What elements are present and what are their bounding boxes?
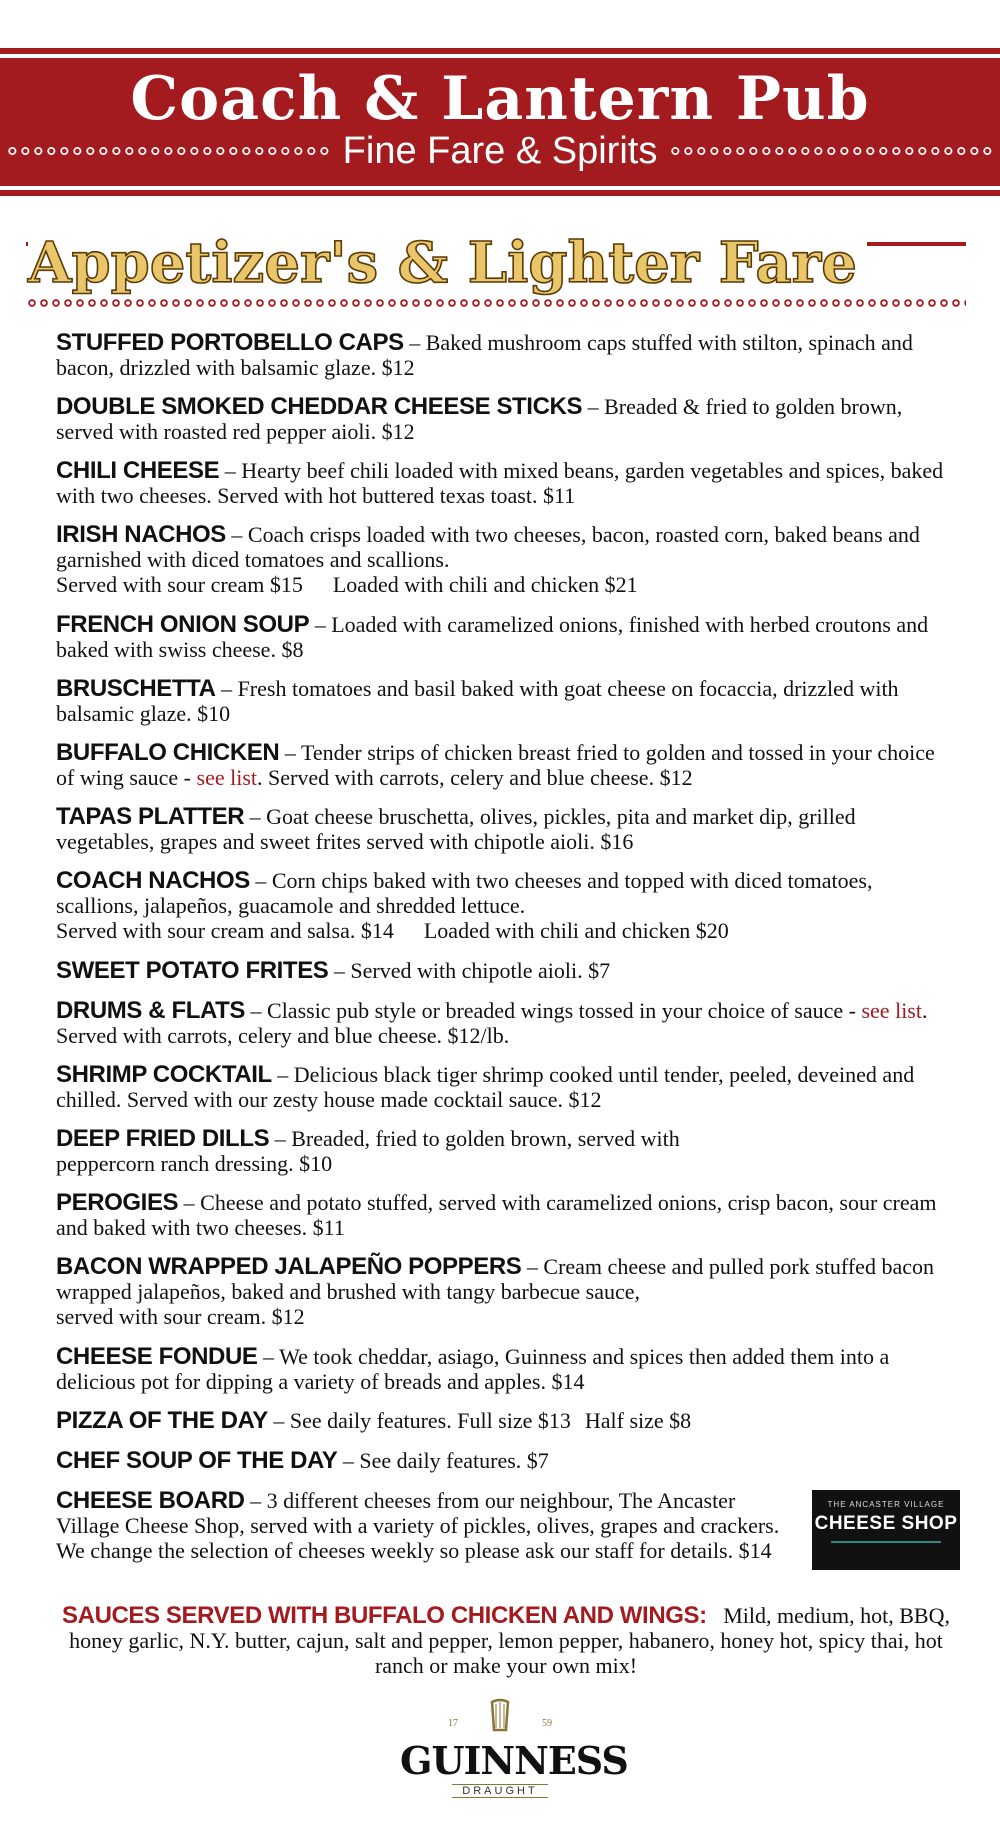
item-name: CHEESE FONDUE (56, 1343, 258, 1370)
guinness-year-left: 17 (448, 1718, 458, 1729)
item-description: Baked mushroom caps stuffed with stilton, spinach and bacon, drizzled with balsamic glaze. $12 (56, 330, 913, 380)
item-name: SHRIMP COCKTAIL (56, 1061, 272, 1088)
cheese-shop-logo-rule (831, 1541, 941, 1543)
menu-item: IRISH NACHOS – Coach crisps loaded with two cheeses, bacon, roasted corn, baked beans and garnished with diced tomatoes and scallions. Served with sour cream $15 Loaded with chili and chicken $21 (56, 521, 920, 597)
guinness-draught: DRAUGHT (452, 1784, 547, 1798)
item-name: DOUBLE SMOKED CHEDDAR CHEESE STICKS (56, 393, 583, 420)
menu-item: TAPAS PLATTER – Goat cheese bruschetta, olives, pickles, pita and market dip, grilled vegetables, grapes and sweet frites served with chipotle aioli. $16 (56, 803, 856, 854)
header-bottom-rule (0, 190, 1000, 196)
item-description: Delicious black tiger shrimp cooked until tender, peeled, deveined and chilled. Served with our zesty house made cocktail sauce. $12 (56, 1062, 915, 1112)
item-description: Coach crisps loaded with two cheeses, bacon, roasted corn, baked beans and garnished with diced tomatoes and scallions. (56, 522, 920, 572)
item-name: SWEET POTATO FRITES (56, 957, 329, 984)
item-name: CHEESE BOARD (56, 1487, 245, 1514)
menu-item: SWEET POTATO FRITES – Served with chipotle aioli. $7 (56, 957, 611, 984)
menu-item: CHEESE FONDUE – We took cheddar, asiago, Guinness and spices then added them into a delicious pot for dipping a variety of breads and apples. $14 (56, 1343, 890, 1394)
cheese-shop-logo-small: THE ANCASTER VILLAGE (827, 1500, 945, 1509)
menu-item: PEROGIES – Cheese and potato stuffed, served with caramelized onions, crisp bacon, sour cream and baked with two cheeses. $11 (56, 1189, 937, 1240)
menu-item: CHILI CHEESE – Hearty beef chili loaded with mixed beans, garden vegetables and spices, baked with two cheeses. Served with hot buttered texas toast. $11 (56, 457, 944, 508)
item-option: Loaded with chili and chicken $21 (332, 572, 638, 597)
item-description: Fresh tomatoes and basil baked with goat cheese on focaccia, drizzled with balsamic glaze. $10 (56, 676, 899, 726)
menu-item: BACON WRAPPED JALAPEÑO POPPERS – Cream cheese and pulled pork stuffed bacon wrapped jalapeños, baked and brushed with tangy barbecue sauce, served with sour cream. $12 (56, 1253, 934, 1329)
menu-item: DOUBLE SMOKED CHEDDAR CHEESE STICKS – Breaded & fried to golden brown, served with roasted red pepper aioli. $12 (56, 393, 903, 444)
item-description: 3 different cheeses from our neighbour, The Ancaster Village Cheese Shop, served with a variety of pickles, olives, grapes and crackers. We change the selection of cheeses weekly so please ask our staff for details. $14 (56, 1488, 780, 1563)
item-description: We took cheddar, asiago, Guinness and spices then added them into a delicious pot for dipping a variety of breads and apples. $14 (56, 1344, 890, 1394)
item-description-cont: . Served with carrots, celery and blue cheese. $12/lb. (56, 998, 928, 1048)
header-top-rule (0, 48, 1000, 54)
menu-item: STUFFED PORTOBELLO CAPS – Baked mushroom caps stuffed with stilton, spinach and bacon, drizzled with balsamic glaze. $12 (56, 329, 913, 380)
item-description: Loaded with caramelized onions, finished with herbed croutons and baked with swiss cheese. $8 (56, 612, 929, 662)
item-name: CHILI CHEESE (56, 457, 220, 484)
menu-item: BRUSCHETTA – Fresh tomatoes and basil baked with goat cheese on focaccia, drizzled with balsamic glaze. $10 (56, 675, 899, 726)
item-name: TAPAS PLATTER (56, 803, 245, 830)
section-heading (26, 228, 966, 308)
harp-icon (480, 1696, 520, 1736)
item-description: Corn chips baked with two cheeses and topped with diced tomatoes, scallions, jalapeños, guacamole and shredded lettuce. (56, 868, 873, 918)
section-dot-border (26, 298, 966, 308)
item-description-line2: served with sour cream. $12 (56, 1304, 305, 1329)
header-banner (0, 58, 1000, 186)
tagline-row (0, 128, 1000, 174)
menu-item: DEEP FRIED DILLS – Breaded, fried to golden brown, served with peppercorn ranch dressing. $10 (56, 1125, 680, 1176)
sauces-title: SAUCES SERVED WITH BUFFALO CHICKEN AND WINGS: (62, 1602, 707, 1629)
item-description: Cheese and potato stuffed, served with caramelized onions, crisp bacon, sour cream and baked with two cheeses. $11 (56, 1190, 937, 1240)
section-title: Appetizer's & Lighter Fare (28, 228, 867, 298)
item-description: Tender strips of chicken breast fried to golden and tossed in your choice of wing sauce - (56, 740, 935, 790)
item-name: DEEP FRIED DILLS (56, 1125, 270, 1152)
item-description: See daily features. Full size $13 (289, 1408, 571, 1433)
item-description: Goat cheese bruschetta, olives, pickles, pita and market dip, grilled vegetables, grapes and sweet frites served with chipotle aioli. $16 (56, 804, 856, 854)
item-description: Breaded & fried to golden brown, served with roasted red pepper aioli. $12 (56, 394, 903, 444)
guinness-wordmark: GUINNESS (400, 1738, 628, 1783)
item-description-line2: peppercorn ranch dressing. $10 (56, 1151, 333, 1176)
item-description-cont: . Served with carrots, celery and blue cheese. $12 (257, 765, 693, 790)
item-name: CHEF SOUP OF THE DAY (56, 1447, 338, 1474)
see-list-link[interactable]: see list (861, 998, 922, 1023)
menu-item: BUFFALO CHICKEN – Tender strips of chicken breast fried to golden and tossed in your choice of wing sauce - see list. Served with carrots, celery and blue cheese. $12 (56, 739, 935, 790)
menu-item: PIZZA OF THE DAY – See daily features. Full size $13 Half size $8 (56, 1407, 692, 1434)
item-description: Hearty beef chili loaded with mixed beans, garden vegetables and spices, baked with two cheeses. Served with hot buttered texas toast. $11 (56, 458, 944, 508)
item-option: Served with sour cream and salsa. $14 (56, 918, 394, 943)
item-name: COACH NACHOS (56, 867, 250, 894)
menu-item: COACH NACHOS – Corn chips baked with two cheeses and topped with diced tomatoes, scallions, jalapeños, guacamole and shredded lettuce. Served with sour cream and salsa. $14 Loaded with chili and chicken $20 (56, 867, 873, 943)
item-option: Served with sour cream $15 (56, 572, 303, 597)
item-description: Breaded, fried to golden brown, served with (291, 1126, 680, 1151)
dot-border-left (8, 146, 329, 156)
guinness-year-right: 59 (542, 1718, 552, 1729)
guinness-years (400, 1718, 600, 1729)
sauces-note (56, 1603, 956, 1678)
guinness-logo (400, 1696, 628, 1806)
item-description: Cream cheese and pulled pork stuffed bacon wrapped jalapeños, baked and brushed with tangy barbecue sauce, (56, 1254, 934, 1304)
item-description: Served with chipotle aioli. $7 (350, 958, 611, 983)
menu-item: DRUMS & FLATS – Classic pub style or breaded wings tossed in your choice of sauce - see list. Served with carrots, celery and blue cheese. $12/lb. (56, 997, 928, 1048)
cheese-shop-logo-name: CHEESE SHOP (814, 1513, 958, 1534)
item-option: Half size $8 (584, 1408, 692, 1433)
menu-item: FRENCH ONION SOUP – Loaded with caramelized onions, finished with herbed croutons and baked with swiss cheese. $8 (56, 611, 929, 662)
item-name: BUFFALO CHICKEN (56, 739, 280, 766)
item-description: Classic pub style or breaded wings tossed in your choice of sauce - (267, 998, 862, 1023)
item-name: PEROGIES (56, 1189, 179, 1216)
item-name: IRISH NACHOS (56, 521, 226, 548)
item-description: See daily features. $7 (359, 1448, 549, 1473)
tagline: Fine Fare & Spirits (342, 129, 658, 172)
menu-item: CHEF SOUP OF THE DAY – See daily features. $7 (56, 1447, 549, 1474)
cheese-shop-logo (812, 1490, 960, 1570)
item-name: FRENCH ONION SOUP (56, 611, 310, 638)
menu-item: SHRIMP COCKTAIL – Delicious black tiger shrimp cooked until tender, peeled, deveined and chilled. Served with our zesty house made cocktail sauce. $12 (56, 1061, 915, 1112)
item-name: STUFFED PORTOBELLO CAPS (56, 329, 404, 356)
dot-border-right (671, 146, 992, 156)
item-option: Loaded with chili and chicken $20 (423, 918, 729, 943)
menu-item: CHEESE BOARD – 3 different cheeses from our neighbour, The Ancaster Village Cheese Shop, served with a variety of pickles, olives, grapes and crackers. We change the selection of cheeses weekly so please ask our staff for details. $14 (56, 1487, 780, 1563)
pub-name: Coach & Lantern Pub (130, 64, 870, 134)
item-name: PIZZA OF THE DAY (56, 1407, 268, 1434)
sauces-list: Mild, medium, hot, BBQ, honey garlic, N.Y. butter, cajun, salt and pepper, lemon pepper, habanero, honey hot, spicy thai, hot ranch or make your own mix! (69, 1603, 950, 1678)
item-name: DRUMS & FLATS (56, 997, 246, 1024)
item-name: BRUSCHETTA (56, 675, 216, 702)
item-name: BACON WRAPPED JALAPEÑO POPPERS (56, 1253, 522, 1280)
see-list-link[interactable]: see list (196, 765, 258, 790)
